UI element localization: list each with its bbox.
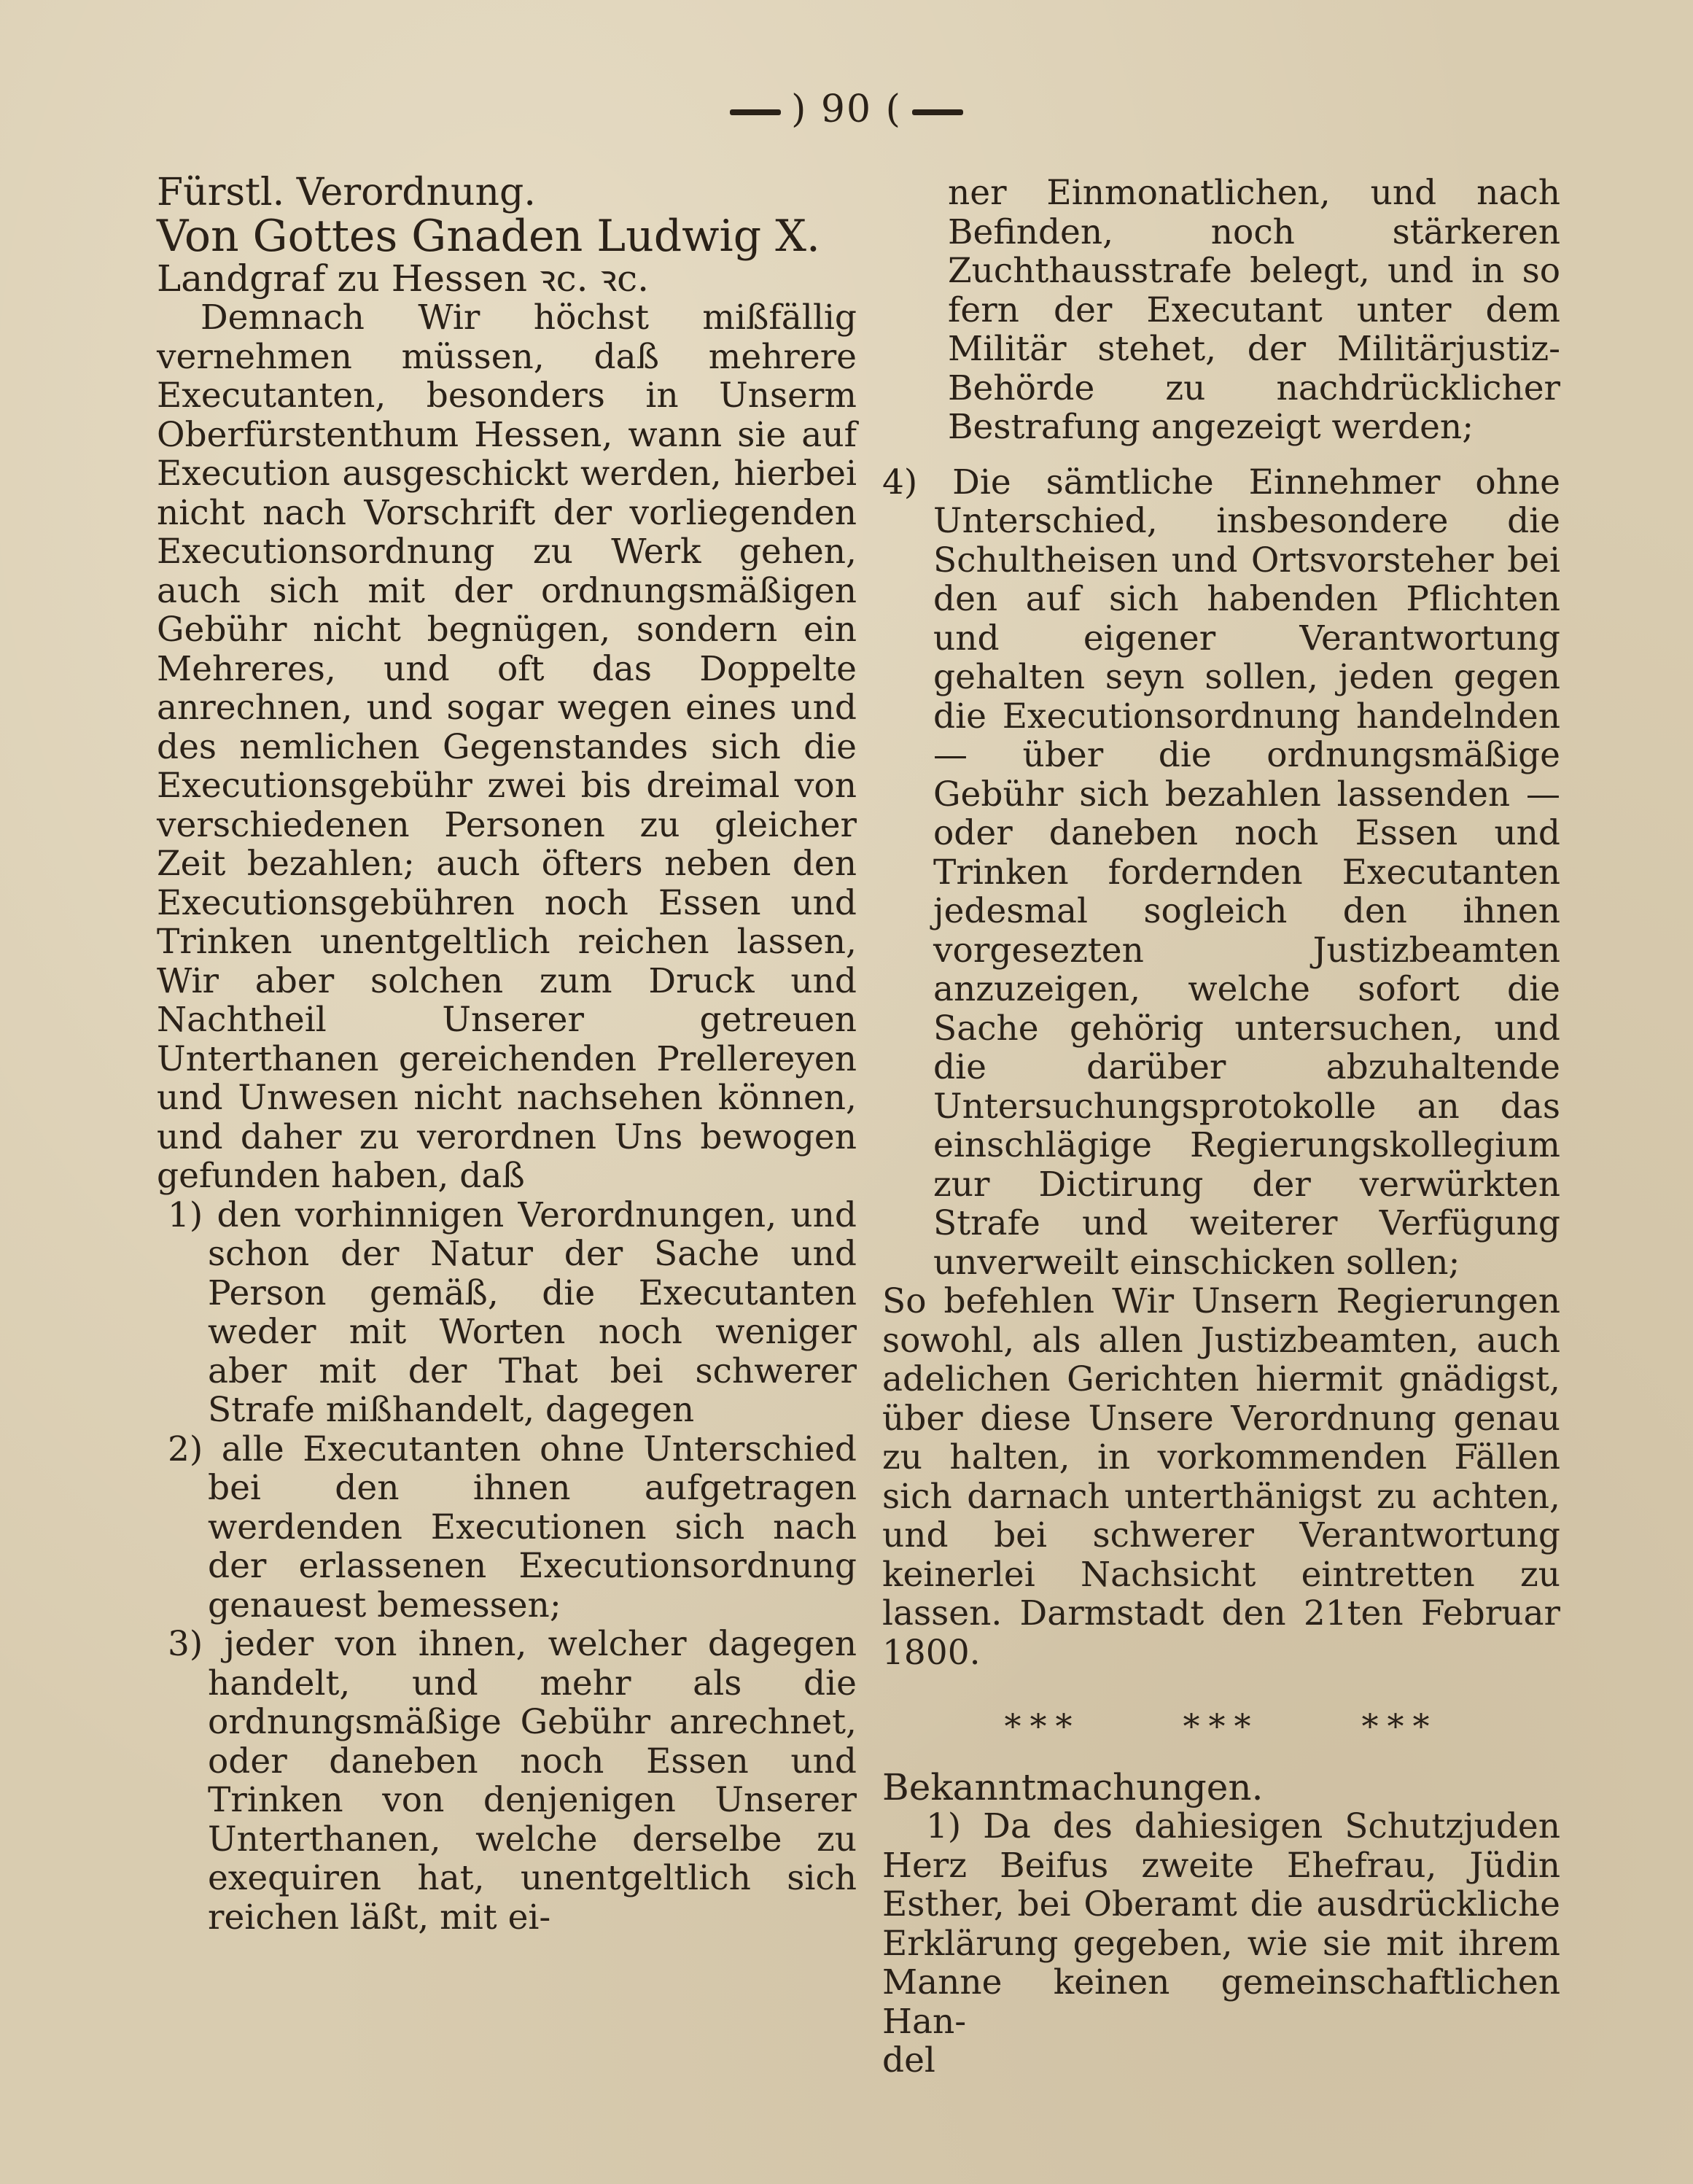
ordinance-title: Fürstl. Verordnung. bbox=[157, 171, 536, 214]
header-rule-left bbox=[730, 109, 781, 115]
catchword: del bbox=[882, 2040, 935, 2080]
ordinance-item-1: 1) den vorhinnigen Verordnungen, und schon der Natur der Sache und Person gemäß, die Executanten weder mit Worten noch weniger aber mit der That bei schwerer Strafe mißhandelt, dagegen bbox=[168, 1194, 857, 1430]
announcement-1: 1) Da des dahiesigen Schutzjuden Herz Beifus zweite Ehefrau, Jüdin Esther, bei Oberamt die ausdrückliche Erklärung gegeben, wie sie mit ihrem Manne keinen gemeinschaftlichen Han- bbox=[882, 1806, 1560, 2042]
left-column bbox=[157, 171, 857, 1938]
ordinance-closing: So befehlen Wir Unsern Regierungen sowohl, als allen Justizbeamten, auch adelichen Gerichten hiermit gnädigst, über diese Unsere Verordnung genau zu halten, in vorkommenden Fällen sich darnach unterthänigst zu achten, und bei schwerer Verantwortung keinerlei Nachsicht eintretten zu lassen. Darmstadt den 21ten Februar 1800. bbox=[882, 1281, 1560, 1673]
sovereign-line: Von Gottes Gnaden Ludwig X. bbox=[157, 210, 820, 262]
ordinance-item-3-continued: ner Einmonatlichen, und nach Befinden, noch stärkeren Zuchthausstrafe belegt, und in so fern der Executant unter dem Militär stehet, der Militärjustiz-Behörde zu nachdrücklicher Bestrafung angezeigt werden; bbox=[948, 173, 1560, 447]
ordinance-preamble: Demnach Wir höchst mißfällig vernehmen müssen, daß mehrere Executanten, besonders in Unserm Oberfürstenthum Hessen, wann sie auf Execution ausgeschickt werden, hierbei nicht nach Vorschrift der vorliegenden Executionsordnung zu Werk gehen, auch sich mit der ordnungsmäßigen Gebühr nicht begnügen, sondern ein Mehreres, und oft das Doppelte anrechnen, und sogar wegen eines und des nemlichen Gegenstandes sich die Executionsgebühr zwei bis dreimal von verschiedenen Personen zu gleicher Zeit bezahlen; auch öfters neben den Executionsgebühren noch Essen und Trinken unentgeltlich reichen lassen, Wir aber solchen zum Druck und Nachtheil Unserer getreuen Unterthanen gereichenden Prellereyen und Unwesen nicht nachsehen können, und daher zu verordnen Uns bewogen gefunden haben, daß bbox=[157, 298, 857, 1196]
sovereign-title-line: Landgraf zu Hessen ꝛc. ꝛc. bbox=[157, 257, 650, 300]
section-divider-asterisms bbox=[882, 1707, 1560, 1746]
ordinance-item-4: 4) Die sämtliche Einnehmer ohne Unterschied, insbesondere die Schultheisen und Ortsvorsteher bei den auf sich habenden Pflichten und eigener Verantwortung gehalten seyn sollen, jeden gegen die Executionsordnung handelnden — über die ordnungsmäßige Gebühr sich bezahlen lassenden — oder daneben noch Essen und Trinken fordernden Executanten jedesmal sogleich den ihnen vorgesezten Justizbeamten anzuzeigen, welche sofort die Sache gehörig untersuchen, und die darüber abzuhaltende Untersuchungsprotokolle an das einschlägige Regierungskollegium zur Dictirung der verwürkten Strafe und weiterer Verfügung unverweilt einschicken sollen; bbox=[882, 462, 1560, 1283]
ordinance-item-2: 2) alle Executanten ohne Unterschied bei den ihnen aufgetragen werdenden Executionen sich nach der erlassenen Executionsordnung genauest bemessen; bbox=[168, 1429, 857, 1625]
asterism: *** bbox=[1004, 1706, 1081, 1746]
right-column bbox=[882, 174, 1560, 2080]
header-rule-right bbox=[912, 109, 963, 115]
section-heading: Bekanntmachungen. bbox=[882, 1765, 1264, 1808]
page-header bbox=[0, 88, 1693, 131]
page-number: ) 90 ( bbox=[791, 88, 902, 131]
asterism: *** bbox=[1361, 1706, 1439, 1746]
ordinance-item-3: 3) jeder von ihnen, welcher dagegen handelt, und mehr als die ordnungsmäßige Gebühr anrechnet, oder daneben noch Essen und Trinken von denjenigen Unserer Unterthanen, welche derselbe zu exequiren hat, unentgeltlich sich reichen läßt, mit ei- bbox=[168, 1624, 857, 1938]
asterism: *** bbox=[1183, 1706, 1260, 1746]
